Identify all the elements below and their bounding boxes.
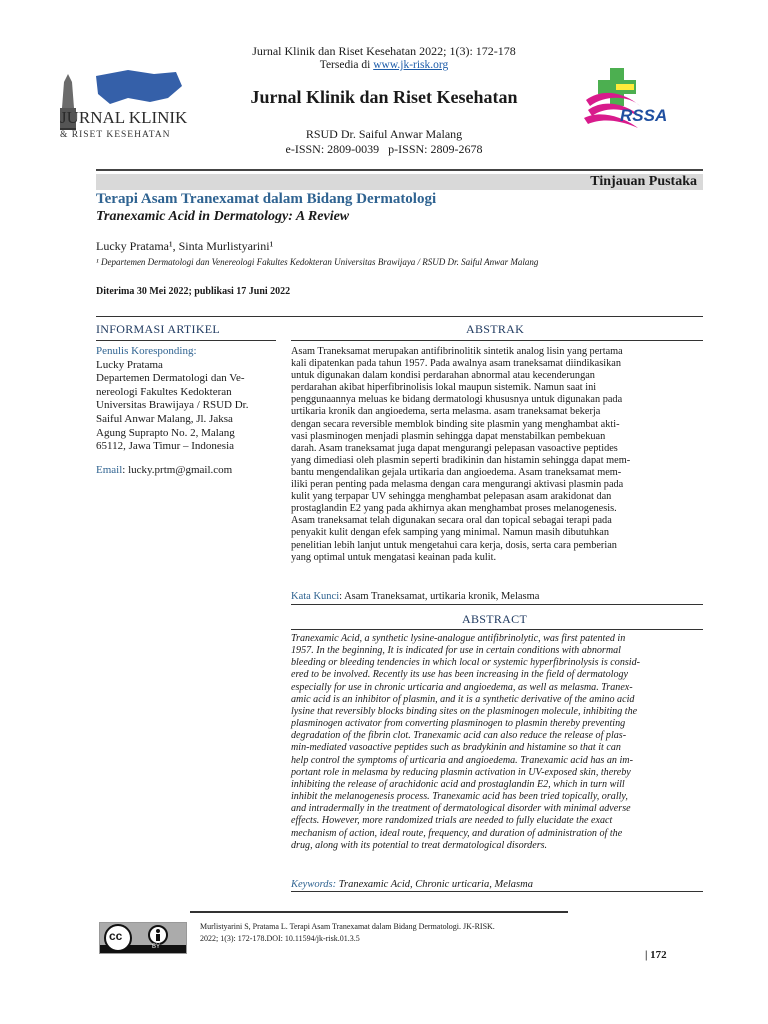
email-value[interactable]: : lucky.prtm@gmail.com (122, 463, 233, 476)
page-number: | 172 (645, 949, 667, 961)
abstract-heading-rule (291, 629, 703, 630)
journal-name: Jurnal Klinik dan Riset Kesehatan (250, 87, 518, 107)
kata-kunci-value: : Asam Traneksamat, urtikaria kronik, Melasma (339, 591, 540, 602)
abstrak-line: untuk digunakan dalam kondisi perdarahan abnormal atau kecenderungan (291, 370, 595, 382)
footer-citation-line: 2022; 1(3): 172-178.DOI: 10.11594/jk-risk.01.3.5 (200, 934, 360, 943)
abstract-line: help control the symptoms of urticaria and angioedema. Tranexamic acid has an im- (291, 754, 633, 766)
correspondence-line: 65112, Jawa Timur – Indonesia (96, 440, 235, 453)
journal-citation-header: Jurnal Klinik dan Riset Kesehatan 2022; 1(3): 172-178 (252, 44, 516, 58)
section-top-rule (96, 316, 703, 317)
abstract-line: min-mediated vasoactive peptides such as bradykinin and histamine so that it can (291, 742, 621, 754)
abstract-line: bleeding or bleeding tendencies in which local or systemic hyperfibrinolysis is consid- (291, 657, 641, 669)
abstrak-line: iliki peran penting pada melasma dengan cara mengurangi aktivasi plasmin pada (291, 479, 624, 491)
correspondence-line: Departemen Dermatologi dan Ve- (96, 372, 245, 385)
abstract-line: lysine that reversibly blocks binding sites on the plasminogen molecule, inhibiting the (291, 705, 638, 717)
abstract-line: mechanism of action, ideal route, frequency, and duration of administration of the (291, 827, 623, 839)
abstrak-line: prostaglandin E2 yang pada akhirnya akan menghambat proses melanogenesis. (291, 503, 617, 515)
cc-label: cc (109, 929, 123, 943)
issn-line: e-ISSN: 2809-0039 p-ISSN: 2809-2678 (285, 142, 483, 156)
email-line (96, 464, 276, 478)
abstract-line: ered to be involved. Recently its use has been increasing in the field of dermatology (291, 669, 629, 681)
article-info-heading: INFORMASI ARTIKEL (96, 322, 221, 336)
kata-kunci-label: Kata Kunci (291, 591, 340, 602)
hospital-name: RSUD Dr. Saiful Anwar Malang (305, 127, 463, 141)
rssa-logo-text: RSSA (620, 106, 668, 125)
abstrak-line: dengan secara reversible memblok binding site plasmin yang menghambat akti- (291, 418, 620, 430)
keywords-value: Tranexamic Acid, Chronic urticaria, Melasma (336, 879, 533, 890)
correspondence-line: nereologi Fakultes Kedokteran (96, 385, 232, 398)
abstrak-body (291, 346, 697, 564)
abstrak-line: kulit yang terpapar UV sehingga menghambat pelepasan asam arakidonat dan (291, 491, 612, 503)
info-heading-rule (96, 340, 276, 341)
abstrak-line: Asam Traneksamat merupakan antifibrinolitik sintetik analog lisin yang pertama (291, 346, 623, 357)
abstrak-line: penyakit kulit dengan efek samping yang minimal. Namun masih dibutuhkan (291, 527, 609, 539)
footer-citation (200, 921, 560, 945)
correspondence-label: Penulis Koresponding: (96, 345, 197, 357)
abstract-line: plasminogen activator from converting plasminogen to plasmin thereby preventing (291, 718, 626, 730)
keywords-label: Keywords: (291, 879, 337, 890)
journal-website-link[interactable]: www.jk-risk.org (373, 59, 449, 71)
abstract-line: portant role in melasma by reducing plasmin activation in UV-exposed skin, thereby (291, 766, 631, 778)
kata-kunci-line (291, 591, 539, 602)
logo-title: JURNAL KLINIK (60, 108, 188, 127)
correspondence-line: Lucky Pratama (96, 358, 163, 371)
email-label: Email (96, 463, 123, 476)
abstrak-line: yang optimal untuk mengatasi keainan pada kulit. (291, 551, 497, 563)
abstract-line: 1957. In the beginning, It is indicated for use in certain conditions with abnormal (291, 645, 621, 657)
author-affiliation: ¹ Departemen Dermatologi dan Venereologi Fakultes Kedokteran Universitas Brawijaya / RSUD Dr. Saiful Anwar Malang (96, 257, 539, 267)
abstract-line: and intradermally in the treatment of dermatological disorder with minimal adverse (291, 803, 631, 815)
abstrak-line: yang dimediasi oleh plasmin seperti bradikinin dan histamin sehingga dapat mem- (291, 454, 631, 466)
abstract-line: Tranexamic Acid, a synthetic lysine-analogue antifibrinolytic, was first patented in (291, 633, 626, 644)
abstract-line: especially for use in chronic urticaria and angioedema, as well as melasma. Tranex- (291, 681, 633, 693)
abstrak-line: kali dipatenkan pada tahun 1957. Pada awalnya asam traneksamat diindikasikan (291, 358, 621, 370)
kata-kunci-rule (291, 604, 703, 605)
article-dates: Diterima 30 Mei 2022; publikasi 17 Juni 2022 (96, 286, 291, 297)
abstrak-line: vasi plasminogen menjadi plasmin sehingga dapat menstabilkan pembekuan (291, 430, 606, 442)
abstrak-line: penggunaannya meluas ke bidang dermatologi khususnya untuk digunakan pada (291, 394, 623, 406)
abstract-line: inhibiting the release of arachidonic acid and prostaglandin E2, which in turn will (291, 778, 625, 790)
abstract-body (291, 633, 697, 852)
article-title-english: Tranexamic Acid in Dermatology: A Review (96, 209, 350, 224)
abstrak-heading: ABSTRAK (466, 322, 525, 336)
abstrak-line: bantu mengendalikan gejala urtikaria dan angioedema. Asam traneksamat mem- (291, 466, 622, 478)
correspondence-block (96, 345, 276, 477)
availability-prefix: Tersedia di (319, 59, 371, 71)
abstrak-line: penelitian lebih lanjut untuk mengetahui cara kerja, dosis, serta cara pemberian (291, 539, 617, 551)
by-label: BY (152, 944, 161, 950)
cc-by-license-badge[interactable] (99, 922, 187, 954)
abstrak-heading-rule (291, 340, 703, 341)
author-list: Lucky Pratama¹, Sinta Murlistyarini¹ (96, 239, 274, 253)
abstract-line: amic acid is an inhibitor of plasmin, and it is a synthetic derivative of the amino acid (291, 693, 635, 705)
logo-subtitle: & RISET KESEHATAN (60, 130, 171, 140)
article-type-banner (96, 174, 703, 190)
correspondence-line: Universitas Brawijaya / RSUD Dr. (96, 399, 249, 412)
abstract-line: degradation of the fibrin clot. Tranexamic acid can also reduce the release of plas- (291, 730, 627, 742)
rssa-logo (582, 66, 674, 138)
correspondence-line: Agung Suprapto No. 2, Malang (96, 426, 235, 439)
abstrak-line: perdarahan akibat hiperfibrinolisis lokal maupun sistemik. Namun saat ini (291, 382, 597, 394)
abstract-line: effects. However, more randomized trials are needed to fully elucidate the exact (291, 815, 613, 827)
abstrak-line: urtikaria kronik dan angioedema, serta melasma. asam traneksamat bekerja (291, 406, 601, 418)
abstrak-line: darah. Asam traneksamat juga dapat mengurangi pelepasan vasoactive peptides (291, 442, 618, 454)
footer-divider (190, 911, 568, 913)
header-divider (96, 169, 703, 171)
correspondence-line: Saiful Anwar Malang, Jl. Jaksa (96, 412, 233, 425)
abstract-heading: ABSTRACT (462, 612, 528, 626)
rssa-logo-graphic (582, 66, 674, 138)
footer-citation-line: Murlistyarini S, Pratama L. Terapi Asam Tranexamat dalam Bidang Dermatologi. JK-RISK. (200, 922, 495, 931)
article-title-indonesian: Terapi Asam Tranexamat dalam Bidang Dermatologi (96, 191, 437, 207)
abstract-line: inhibit the melanogenesis process. Tranexamic acid has been tried topically, orally, (291, 791, 628, 803)
abstrak-line: Asam traneksamat telah digunakan secara oral dan topical sebagai terapi pada (291, 515, 612, 527)
keywords-rule (291, 891, 703, 892)
keywords-line (291, 879, 533, 890)
abstract-line: drug, along with its potential to treat dermatological disorders. (291, 839, 548, 851)
article-type-label: Tinjauan Pustaka (590, 174, 697, 189)
